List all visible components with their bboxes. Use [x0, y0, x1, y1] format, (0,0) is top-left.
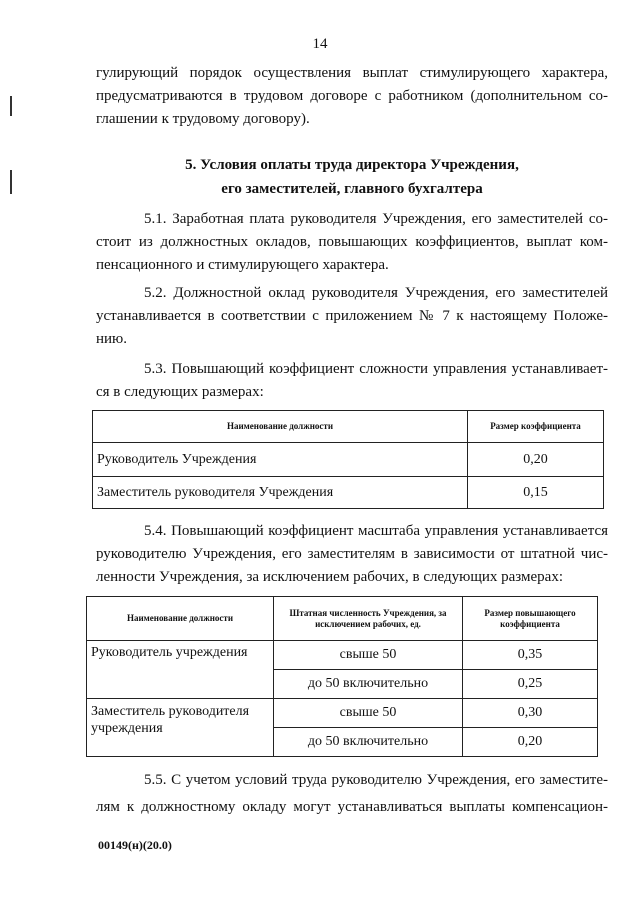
- table1-position: Руководитель Учреждения: [93, 443, 468, 477]
- paragraph-5-2: [96, 282, 608, 351]
- p51-line-2: стоит из должностных окладов, повышающих коэффициентов, выплат ком-: [96, 234, 608, 250]
- table2-position: Заместитель руководителя учреждения: [87, 699, 274, 757]
- p54-line-1: 5.4. Повышающий коэффициент масштаба управления устанавливается: [144, 523, 608, 539]
- table2-value: 0,30: [463, 699, 598, 728]
- p54-line-3: ленности Учреждения, за исключением рабочих, в следующих размерах:: [96, 569, 563, 585]
- paragraph-5-3: [96, 358, 608, 404]
- table2-header-coefficient: Размер повышающего коэффициента: [463, 597, 598, 641]
- margin-mark-bottom: [10, 170, 12, 194]
- p53-line-2: ся в следующих размерах:: [96, 384, 264, 400]
- p55-line-2: лям к должностному окладу могут устанавливаться выплаты компенсацион-: [96, 799, 608, 815]
- table-complexity-coefficient: [92, 410, 604, 509]
- document-code: 00149(н)(20.0): [98, 838, 172, 852]
- intro-line-2: предусматриваются в трудовом договоре с работником (дополнительном со-: [96, 88, 608, 104]
- table2-value: 0,25: [463, 670, 598, 699]
- section-title-line-2: его заместителей, главного бухгалтера: [221, 181, 483, 197]
- paragraph-5-1: [96, 208, 608, 277]
- margin-mark-top: [10, 96, 12, 116]
- table-row: [87, 699, 598, 728]
- section-title-line-1: 5. Условия оплаты труда директора Учреждения,: [185, 157, 519, 173]
- intro-line-3: глашении к трудовому договору).: [96, 111, 310, 127]
- p51-line-3: пенсационного и стимулирующего характера.: [96, 257, 389, 273]
- table2-value: 0,20: [463, 728, 598, 757]
- table1-position: Заместитель руководителя Учреждения: [93, 477, 468, 509]
- table2-headcount: свыше 50: [274, 641, 463, 670]
- table2-headcount: до 50 включительно: [274, 670, 463, 699]
- paragraph-5-4: [96, 520, 608, 589]
- p52-line-2: устанавливается в соответствии с приложением № 7 к настоящему Положе-: [96, 308, 608, 324]
- p51-line-1: 5.1. Заработная плата руководителя Учреждения, его заместителей со-: [144, 211, 608, 227]
- intro-line-1: гулирующий порядок осуществления выплат стимулирующего характера,: [96, 65, 608, 81]
- table-row: [93, 477, 604, 509]
- table1-header-coefficient: Размер коэффициента: [468, 411, 604, 443]
- table2-position: Руководитель учреждения: [87, 641, 274, 699]
- p55-line-1: 5.5. С учетом условий труда руководителю Учреждения, его заместите-: [144, 772, 608, 788]
- table2-headcount: до 50 включительно: [274, 728, 463, 757]
- table-row: [93, 443, 604, 477]
- table-row: [87, 641, 598, 670]
- table1-value: 0,20: [468, 443, 604, 477]
- table2-header-headcount: Штатная численность Учреждения, за исключением рабочих, ед.: [274, 597, 463, 641]
- table2-header-position: Наименование должности: [87, 597, 274, 641]
- table2-value: 0,35: [463, 641, 598, 670]
- table1-value: 0,15: [468, 477, 604, 509]
- p54-line-2: руководителю Учреждения, его заместителям в зависимости от штатной чис-: [96, 546, 608, 562]
- intro-paragraph: [96, 62, 608, 131]
- paragraph-5-5: [96, 767, 608, 821]
- p53-line-1: 5.3. Повышающий коэффициент сложности управления устанавливает-: [144, 361, 608, 377]
- p52-line-1: 5.2. Должностной оклад руководителя Учреждения, его заместителей: [144, 285, 608, 301]
- page-number: 14: [312, 36, 328, 52]
- table1-header-position: Наименование должности: [93, 411, 468, 443]
- section-heading: [96, 153, 608, 201]
- p52-line-3: нию.: [96, 331, 128, 347]
- table2-headcount: свыше 50: [274, 699, 463, 728]
- table-scale-coefficient: [86, 596, 598, 757]
